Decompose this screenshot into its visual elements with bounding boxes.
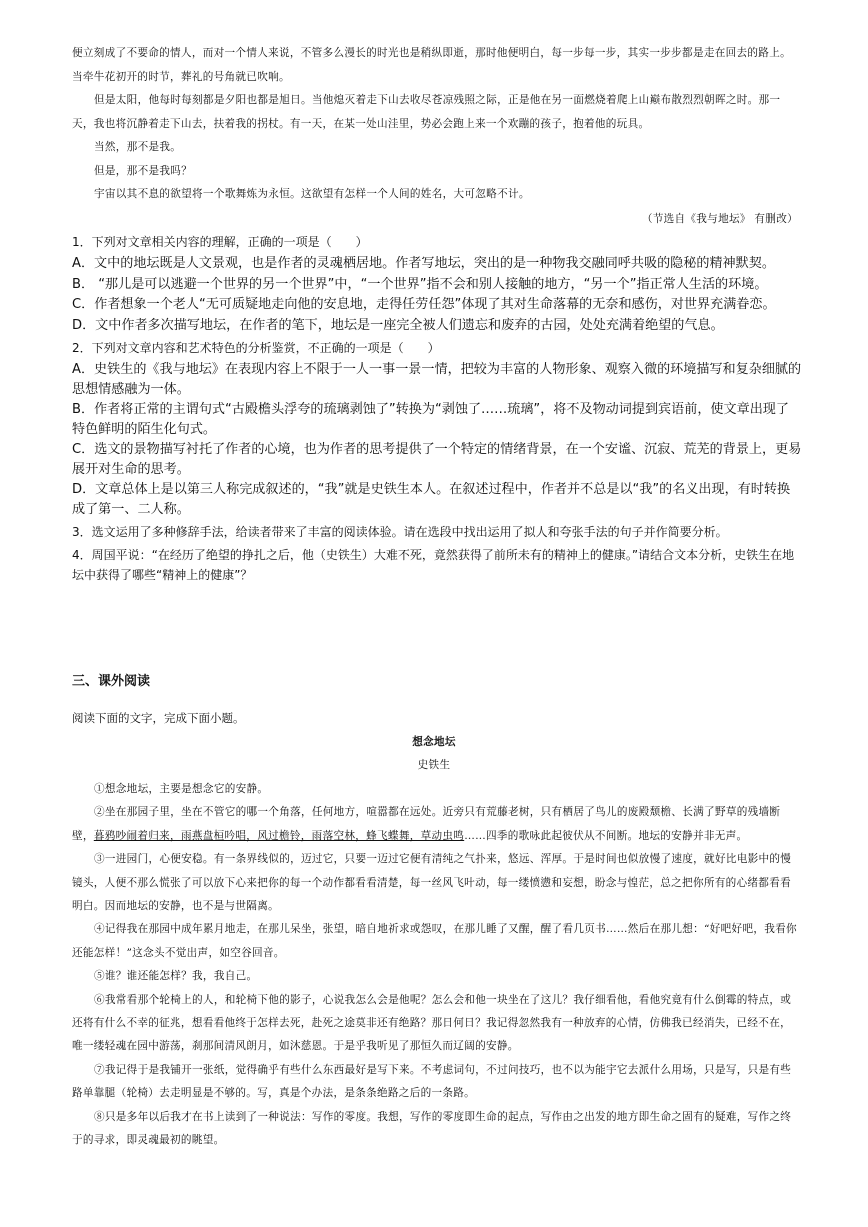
passage-paragraph: 但是，那不是我吗？ <box>94 164 193 177</box>
question-2-stem: 2．下列对文章内容和艺术特色的分析鉴赏，不正确的一项是（ ） <box>72 341 440 355</box>
question-3-stem: 3．选文运用了多种修辞手法，给读者带来了丰富的阅读体验。请在选段中找出运用了拟人和夸张手法的句子并作简要分析。 <box>72 525 728 539</box>
question-1-option-a: A．文中的地坛既是人文景观，也是作者的灵魂栖居地。作者写地坛，突出的是一种物我交融同呼共吸的隐秘的精神默契。 <box>72 256 775 271</box>
article-paragraph: ③一进园门，心便安稳。有一条界线似的，迈过它，只要一迈过它便有清纯之气扑来，悠远、浑厚。于是时间也似放慢了速度，就好比电影中的慢镜头，人便不那么慌张了可以放下心来把你的每一个动作都看看清楚，每一丝风飞叶动，每一缕愤懑和妄想，盼念与惶茫，总之把你所有的心绪都看看明白。因而地坛的安静，也不是与世隔离。 <box>72 853 792 913</box>
question-1-option-b: B． “那儿是可以逃避一个世界的另一个世界”中，“一个世界”指不会和别人接触的地方，“另一个”指正常人生活的环境。 <box>72 276 768 292</box>
article-author: 史铁生 <box>417 759 451 771</box>
article-paragraph: ①想念地坛，主要是想念它的安静。 <box>94 783 269 795</box>
article-text: ②坐在那园子里，坐在不管它的哪一个角落，任何地方，喧嚣都在远处。近旁只有荒藤老树，只有栖居了鸟儿的废殿颓檐、长满了野草的残墙断壁， <box>72 806 781 842</box>
article-paragraph: ⑥我常看那个轮椅上的人，和轮椅下他的影子，心说我怎么会是他呢？怎么会和他一块坐在了这儿？我仔细看他，看他究竟有什么倒霉的特点，或还将有什么不幸的征兆，想看看他终于怎样去死，赴死之途莫非还有绝路？那日何日？我记得忽然我有一种放弃的心情，仿佛我已经消失，已经不在，唯一缕轻魂在园中游荡，刹那间清风朗月，如沐慈恩。于是乎我听见了那恒久而辽阔的安静。 <box>72 993 792 1053</box>
article-paragraph: ⑦我记得于是我铺开一张纸，觉得确乎有些什么东西最好是写下来。不考虑词句，不过问技巧，也不以为能宇它去派什么用场，只是写，只是有些路单靠腿（轮椅）去走明显是不够的。写，真是个办法，是条条绝路之后的一条路。 <box>72 1063 792 1100</box>
passage-source: （节选自《我与地坛》 有删改） <box>641 212 798 225</box>
top-passage <box>72 42 798 229</box>
article-title: 想念地坛 <box>412 736 456 748</box>
passage-paragraph: 宇宙以其不息的欲望将一个歌舞炼为永恒。这欲望有怎样一个人间的姓名，大可忽略不计。 <box>94 188 530 200</box>
question-1-option-c: C．作者想象一个老人“无可质疑地走向他的安息地，走得任劳任怨”体现了其对生命落幕的无奈和感伤，对世界充满眷恋。 <box>72 297 776 312</box>
article-paragraph: ⑤谁？谁还能怎样？我，我自己。 <box>94 970 258 983</box>
question-list <box>72 232 802 587</box>
article-text: ……四季的歌咏此起彼伏从不间断。地坛的安静并非无声。 <box>464 829 748 842</box>
question-2-option-d: D．文章总体上是以第三人称完成叙述的，“我”就是史铁生本人。在叙述过程中，作者并不总是以“我”的名义出现，有时转换成了第一、二人称。 <box>72 482 791 517</box>
question-1-stem: 1．下列对文章相关内容的理解，正确的一项是（ ） <box>72 235 368 249</box>
article-paragraph <box>72 801 798 848</box>
question-2-option-c: C．选文的景物描写衬托了作者的心境，也为作者的思考提供了一个特定的情绪背景，在一个安谧、沉寂、荒芜的背景上，更易展开对生命的思考。 <box>72 442 802 477</box>
article-body <box>72 778 798 1153</box>
underlined-sentence: 暮鸦吵闹着归来，雨燕盘桓吟唱，风过檐铃，雨落空林，蜂飞蝶舞，草动虫鸣 <box>93 829 465 842</box>
article-paragraph: ④记得我在那园中成年累月地走，在那儿呆坐，张望，暗自地祈求或怨叹，在那儿睡了又醒，醒了看几页书……然后在那儿想：“好吧好吧，我看你还能怎样！”这念头不觉出声，如空谷回音。 <box>72 923 797 959</box>
passage-paragraph: 但是太阳，他每时每刻都是夕阳也都是旭日。当他熄灭着走下山去收尽苍凉残照之际，正是他在另一面燃烧着爬上山巅布散烈烈朝晖之时。那一天，我也将沉静着走下山去，扶着我的拐杖。有一天，在某一处山洼里，势必会跑上来一个欢蹦的孩子，抱着他的玩具。 <box>72 94 781 130</box>
question-4-stem: 4．周国平说：“在经历了绝望的挣扎之后，他（史铁生）大难不死，竟然获得了前所未有的精神上的健康。”请结合文本分析，史铁生在地坛中获得了哪些“精神上的健康”？ <box>72 548 795 582</box>
article-paragraph: ⑧只是多年以后我才在书上读到了一种说法：写作的零度。我想，写作的零度即生命的起点，写作由之出发的地方即生命之固有的疑难，写作之终于的寻求，即灵魂最初的眺望。 <box>72 1110 792 1147</box>
passage-paragraph: 当然，那不是我。 <box>94 141 182 153</box>
section-intro: 阅读下面的文字，完成下面小题。 <box>72 711 245 725</box>
section-heading: 三、课外阅读 <box>72 674 151 689</box>
passage-paragraph: 便立刻成了不要命的情人，而对一个情人来说，不管多么漫长的时光也是稍纵即逝，那时他便明白，每一步每一步，其实一步步都是走在回去的路上。当牵牛花初开的时节，葬礼的号角就已吹响。 <box>72 47 791 83</box>
question-2-option-b: B．作者将正常的主谓句式“古殿檐头浮夸的琉璃剥蚀了”转换为“剥蚀了……琉璃”，将不及物动词提到宾语前，使文章出现了特色鲜明的陌生化句式。 <box>72 402 789 437</box>
question-2-option-a: A．史铁生的《我与地坛》在表现内容上不限于一人一事一景一情，把较为丰富的人物形象、观察入微的环境描写和复杂细腻的思想情感融为一体。 <box>72 362 802 397</box>
question-1-option-d: D．文中作者多次描写地坛，在作者的笔下，地坛是一座完全被人们遗忘和废弃的古园，处处充满着绝望的气息。 <box>72 317 724 333</box>
